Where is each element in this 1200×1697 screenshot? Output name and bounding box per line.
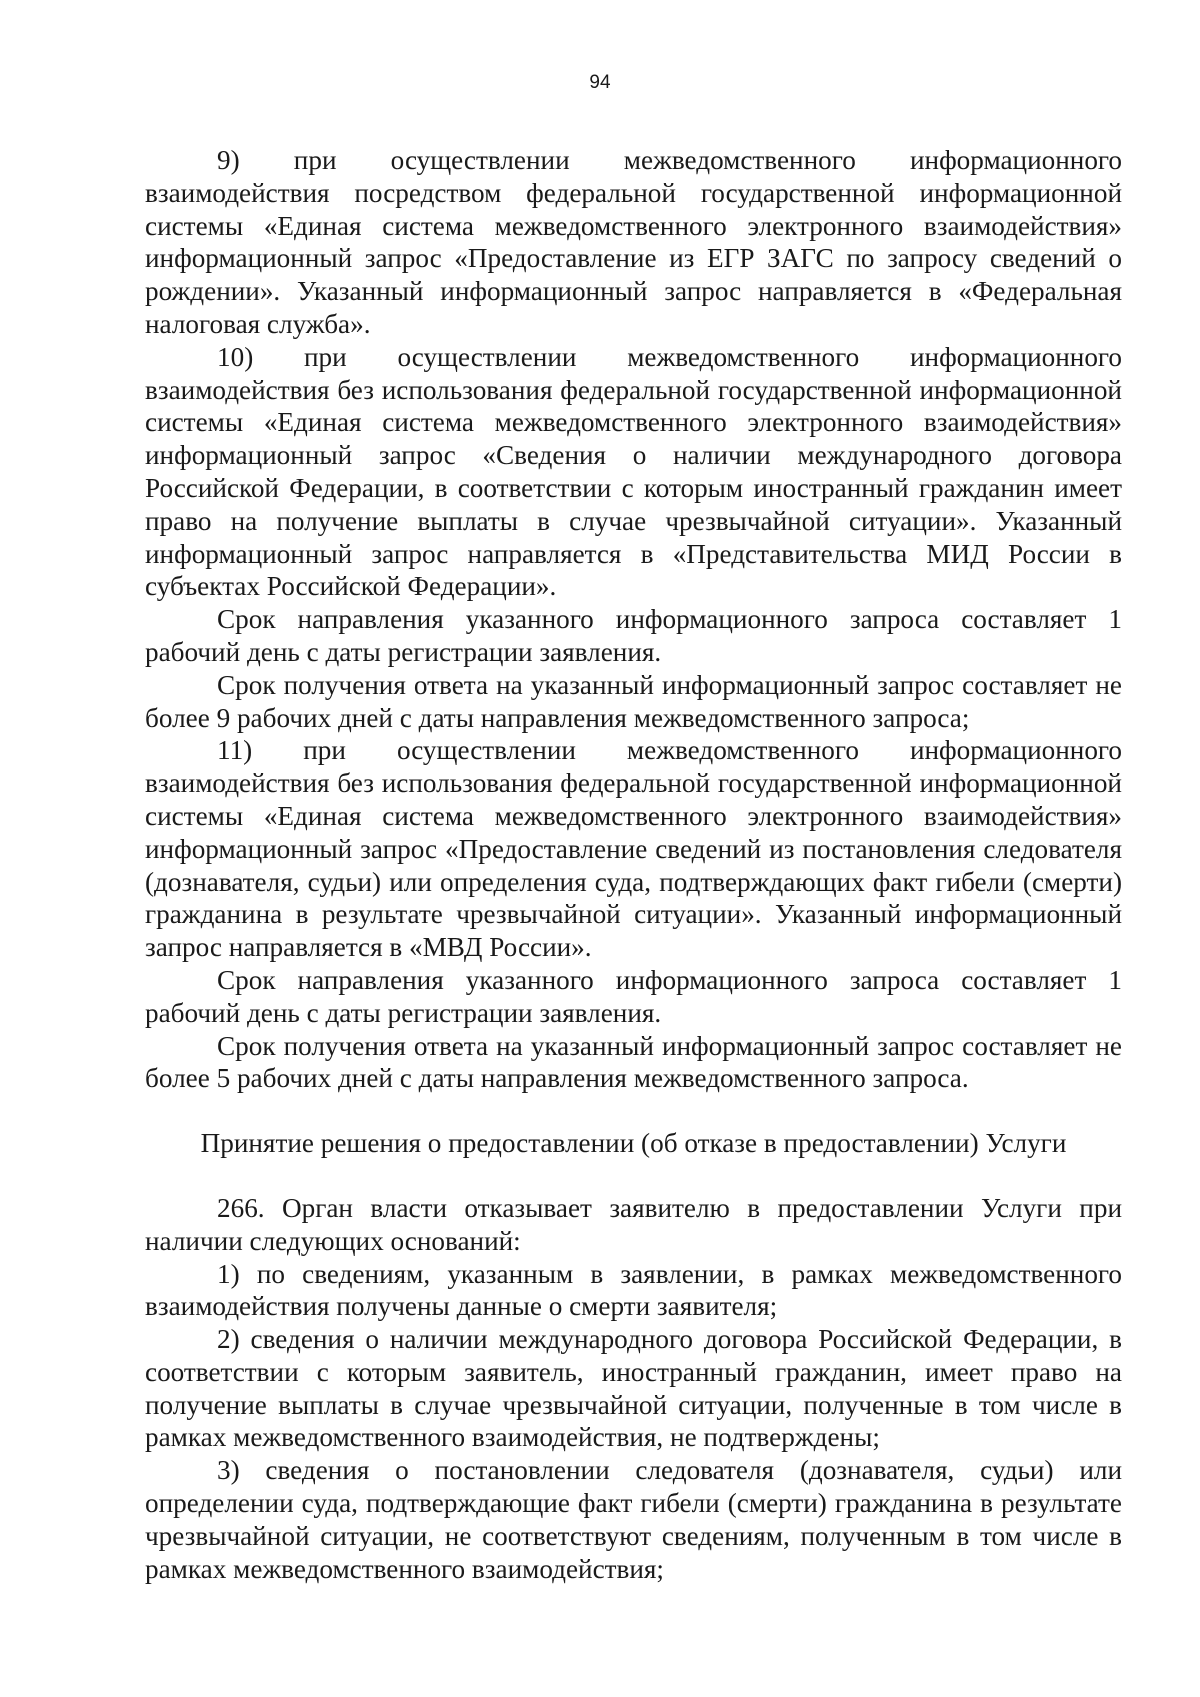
paragraph-266: 266. Орган власти отказывает заявителю в предоставлении Услуги при наличии следующих оснований: (145, 1192, 1122, 1256)
paragraph-item-9: 9) при осуществлении межведомственного информационного взаимодействия посредством федеральной государственной информационной системы «Единая система межведомственного электронного взаимодействия» информационный запрос «Предоставление из ЕГР ЗАГС по запросу сведений о рождении». Указанный информационный запрос направляется в «Федеральная налоговая служба». (145, 145, 1122, 339)
paragraph-deadline-request-11: Срок направления указанного информационного запроса составляет 1 рабочий день с даты регистрации заявления. (145, 964, 1122, 1028)
paragraph-ground-2: 2) сведения о наличии международного договора Российской Федерации, в соответствии с которым заявитель, иностранный гражданин, имеет право на получение выплаты в случае чрезвычайной ситуации, полученные в том числе в рамках межведомственного взаимодействия, не подтверждены; (145, 1324, 1122, 1453)
paragraph-deadline-request-10: Срок направления указанного информационного запроса составляет 1 рабочий день с даты регистрации заявления. (145, 604, 1122, 667)
paragraph-ground-1: 1) по сведениям, указанным в заявлении, в рамках межведомственного взаимодействия получены данные о смерти заявителя; (145, 1258, 1122, 1322)
paragraph-deadline-response-10: Срок получения ответа на указанный информационный запрос составляет не более 9 рабочих дней с даты направления межведомственного запроса; (145, 669, 1122, 733)
paragraph-ground-3: 3) сведения о постановлении следователя (дознавателя, судьи) или определении суда, подтверждающие факт гибели (смерти) гражданина в результате чрезвычайной ситуации, не соответствуют сведениям, полученным в том числе в рамках межведомственного взаимодействия; (145, 1455, 1122, 1584)
paragraph-item-10: 10) при осуществлении межведомственного информационного взаимодействия без использования федеральной государственной информационной системы «Единая система межведомственного электронного взаимодействия» информационный запрос «Сведения о наличии международного договора Российской Федерации, в соответствии с которым иностранный гражданин имеет право на получение выплаты в случае чрезвычайной ситуации». Указанный информационный запрос направляется в «Представительства МИД России в субъектах Российской Федерации». (145, 341, 1122, 602)
paragraph-item-11: 11) при осуществлении межведомственного информационного взаимодействия без использования федеральной государственной информационной системы «Единая система межведомственного электронного взаимодействия» информационный запрос «Предоставление сведений из постановления следователя (дознавателя, судьи) или определения суда, подтверждающих факт гибели (смерти) гражданина в результате чрезвычайной ситуации». Указанный информационный запрос направляется в «МВД России». (145, 735, 1122, 963)
section-heading: Принятие решения о предоставлении (об отказе в предоставлении) Услуги (200, 1128, 1067, 1159)
page-number: 94 (589, 72, 611, 93)
paragraph-deadline-response-11: Срок получения ответа на указанный информационный запрос составляет не более 5 рабочих дней с даты направления межведомственного запроса. (145, 1030, 1122, 1094)
document-body (145, 144, 1122, 1585)
